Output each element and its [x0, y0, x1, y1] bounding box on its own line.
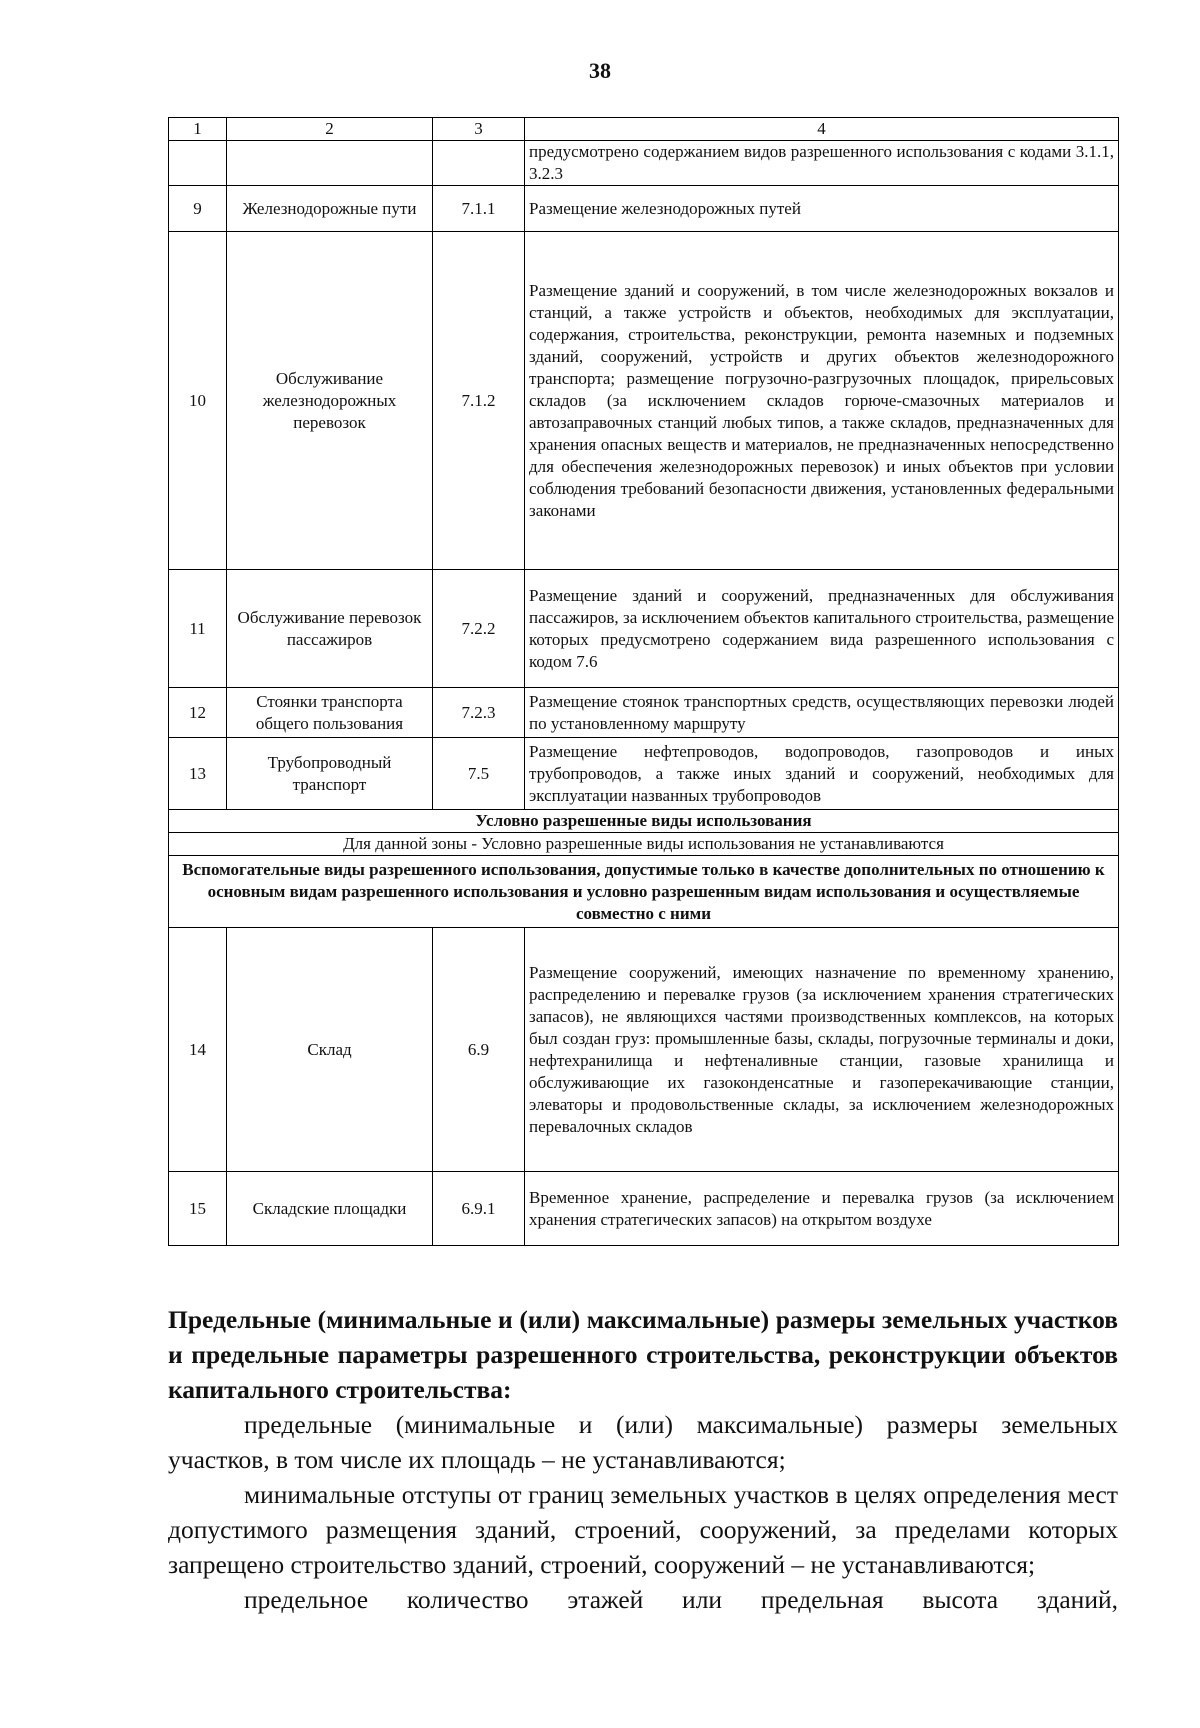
table-row [169, 810, 1119, 833]
row-number: 15 [169, 1172, 227, 1246]
use-description: Размещение железнодорожных путей [525, 186, 1119, 232]
use-description: Временное хранение, распределение и перевалка грузов (за исключением хранения стратегических запасов) на открытом воздухе [525, 1172, 1119, 1246]
row-number: 11 [169, 570, 227, 688]
use-name: Обслуживание перевозок пассажиров [227, 570, 433, 688]
paragraph: минимальные отступы от границ земельных участков в целях определения мест допустимого размещения зданий, строений, сооружений, за пределами которых запрещено строительство зданий, строений, сооружений – не устанавливаются; [168, 1480, 1118, 1579]
page-number: 38 [589, 58, 611, 83]
use-code: 6.9 [433, 928, 525, 1172]
row-number: 13 [169, 738, 227, 810]
zoning-table [168, 117, 1119, 1246]
header-cell: 3 [433, 118, 525, 141]
table-row [169, 570, 1119, 688]
conditional-note: Для данной зоны - Условно разрешенные виды использования не устанавливаются [169, 833, 1119, 856]
use-code: 7.1.1 [433, 186, 525, 232]
regulations-text [168, 1302, 1118, 1617]
use-code: 7.2.3 [433, 688, 525, 738]
use-code: 6.9.1 [433, 1172, 525, 1246]
table-header-row [169, 118, 1119, 141]
table-row [169, 1172, 1119, 1246]
header-cell: 4 [525, 118, 1119, 141]
header-cell: 2 [227, 118, 433, 141]
use-description: Размещение зданий и сооружений, в том числе железнодорожных вокзалов и станций, а также устройств и объектов, необходимых для эксплуатации, содержания, строительства, реконструкции, ремонта наземных и подземных зданий, сооружений, устройств и других объектов железнодорожного транспорта; размещение погрузочно-разгрузочных площадок, прирельсовых складов (за исключением складов горюче-смазочных материалов и автозаправочных станций любых типов, а также складов, предназначенных для хранения опасных веществ и материалов, не предназначенных непосредственно для обеспечения железнодорожных перевозок) и иных объектов при условии соблюдения требований безопасности движения, установленных федеральными законами [525, 232, 1119, 570]
table-row [169, 688, 1119, 738]
use-name: Трубопроводный транспорт [227, 738, 433, 810]
section-title: Предельные (минимальные и (или) максимальные) размеры земельных участков и предельные параметры разрешенного строительства, реконструкции объектов капитального строительства: [168, 1305, 1118, 1404]
table-row [169, 141, 1119, 186]
section-heading-conditional: Условно разрешенные виды использования [169, 810, 1119, 833]
table-row [169, 232, 1119, 570]
use-name: Склад [227, 928, 433, 1172]
row-number: 10 [169, 232, 227, 570]
use-name: Стоянки транспорта общего пользования [227, 688, 433, 738]
use-code: 7.5 [433, 738, 525, 810]
row-number: 12 [169, 688, 227, 738]
row-number: 9 [169, 186, 227, 232]
table-row [169, 833, 1119, 856]
table-row [169, 928, 1119, 1172]
row-number [169, 141, 227, 186]
row-number: 14 [169, 928, 227, 1172]
table-row [169, 186, 1119, 232]
paragraph: предельное количество этажей или предельная высота зданий, [244, 1585, 1118, 1614]
use-description: Размещение стоянок транспортных средств, осуществляющих перевозки людей по установленному маршруту [525, 688, 1119, 738]
use-name: Складские площадки [227, 1172, 433, 1246]
paragraph: предельные (минимальные и (или) максимальные) размеры земельных участков, в том числе их площадь – не устанавливаются; [168, 1410, 1118, 1474]
use-name: Обслуживание железнодорожных перевозок [227, 232, 433, 570]
use-code: 7.1.2 [433, 232, 525, 570]
header-cell: 1 [169, 118, 227, 141]
section-heading-auxiliary: Вспомогательные виды разрешенного использования, допустимые только в качестве дополнительных по отношению к основным видам разрешенного использования и условно разрешенным видам использования и осуществляемые совместно с ними [169, 856, 1119, 928]
use-description: Размещение зданий и сооружений, предназначенных для обслуживания пассажиров, за исключением объектов капитального строительства, размещение которых предусмотрено содержанием вида разрешенного использования с кодом 7.6 [525, 570, 1119, 688]
use-code: 7.2.2 [433, 570, 525, 688]
use-description: Размещение сооружений, имеющих назначение по временному хранению, распределению и перевалке грузов (за исключением хранения стратегических запасов), не являющихся частями производственных комплексов, на которых был создан груз: промышленные базы, склады, погрузочные терминалы и доки, нефтехранилища и нефтеналивные станции, газовые хранилища и обслуживающие их газоконденсатные и газоперекачивающие станции, элеваторы и продовольственные склады, за исключением железнодорожных перевалочных складов [525, 928, 1119, 1172]
use-name: Железнодорожные пути [227, 186, 433, 232]
use-description: предусмотрено содержанием видов разрешенного использования с кодами 3.1.1, 3.2.3 [525, 141, 1119, 186]
use-name [227, 141, 433, 186]
use-description: Размещение нефтепроводов, водопроводов, газопроводов и иных трубопроводов, а также иных зданий и сооружений, необходимых для эксплуатации названных трубопроводов [525, 738, 1119, 810]
use-code [433, 141, 525, 186]
table-row [169, 738, 1119, 810]
table-row [169, 856, 1119, 928]
